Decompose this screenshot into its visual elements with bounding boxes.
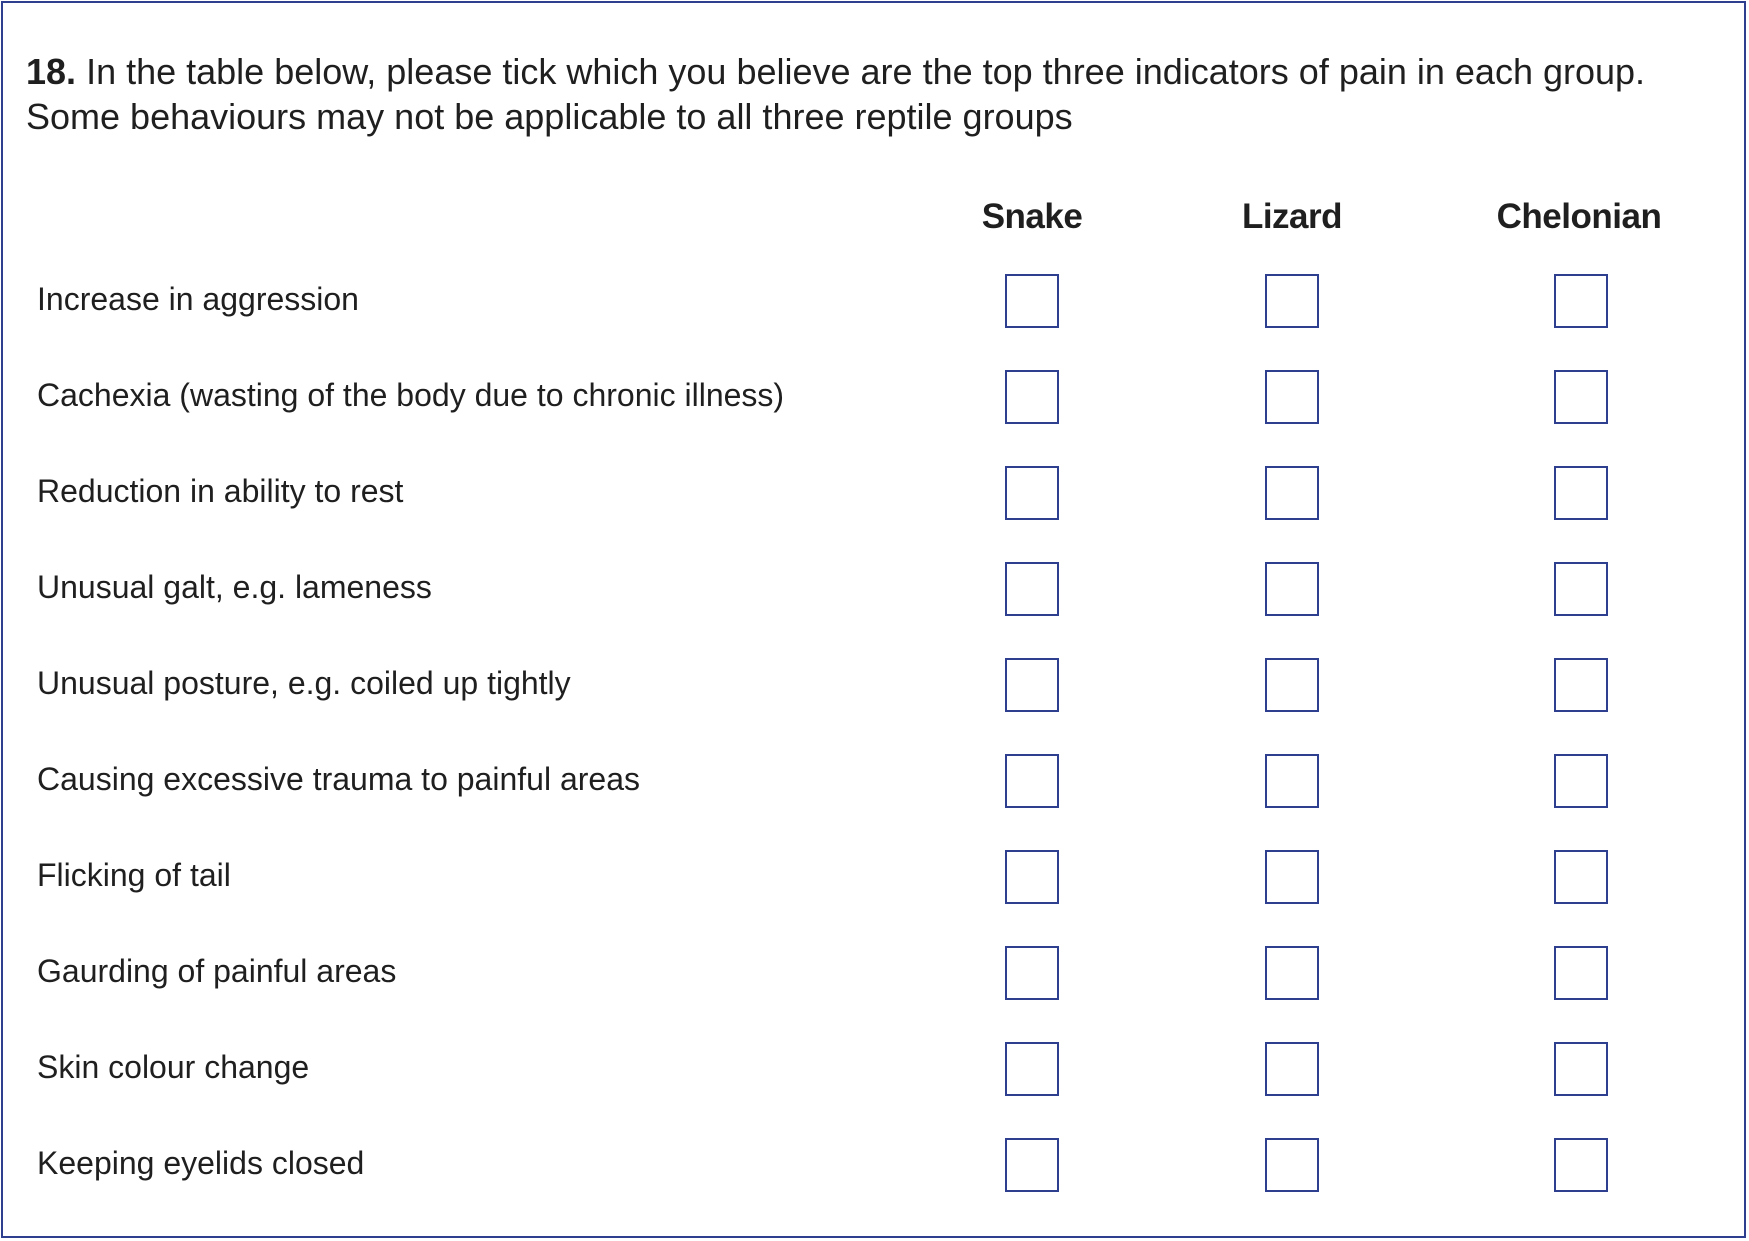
indicator-table [3,3,1744,1236]
table-row [3,444,1744,540]
checkbox-lizard[interactable] [1265,946,1319,1000]
question-line-1: In the table below, please tick which you believe are the top three indicators of pain in each group. [86,51,1646,92]
checkbox-snake[interactable] [1005,466,1059,520]
table-row [3,828,1744,924]
checkbox-chelonian[interactable] [1554,370,1608,424]
checkbox-lizard[interactable] [1265,370,1319,424]
checkbox-snake[interactable] [1005,658,1059,712]
row-label: Skin colour change [37,1049,310,1085]
checkbox-snake[interactable] [1005,1138,1059,1192]
checkbox-lizard[interactable] [1265,466,1319,520]
question-number: 18. [26,51,77,92]
table-row [3,252,1744,348]
checkbox-lizard[interactable] [1265,1138,1319,1192]
checkbox-chelonian[interactable] [1554,562,1608,616]
column-header-snake: Snake [981,197,1083,236]
checkbox-snake[interactable] [1005,370,1059,424]
table-row [3,732,1744,828]
checkbox-lizard[interactable] [1265,562,1319,616]
row-label: Flicking of tail [37,857,231,893]
checkbox-snake[interactable] [1005,946,1059,1000]
row-label: Causing excessive trauma to painful areas [37,761,640,797]
column-header-chelonian: Chelonian [1496,197,1662,236]
checkbox-chelonian[interactable] [1554,1042,1608,1096]
row-label: Keeping eyelids closed [37,1145,365,1181]
question-line-2: Some behaviours may not be applicable to all three reptile groups [26,96,1073,137]
row-label: Unusual galt, e.g. lameness [37,569,432,605]
checkbox-lizard[interactable] [1265,274,1319,328]
row-label: Cachexia (wasting of the body due to chronic illness) [37,377,785,413]
table-row [3,924,1744,1020]
table-row [3,1020,1744,1116]
checkbox-chelonian[interactable] [1554,850,1608,904]
checkbox-lizard[interactable] [1265,1042,1319,1096]
checkbox-snake[interactable] [1005,274,1059,328]
checkbox-chelonian[interactable] [1554,274,1608,328]
checkbox-chelonian[interactable] [1554,466,1608,520]
checkbox-snake[interactable] [1005,754,1059,808]
row-label: Gaurding of painful areas [37,953,397,989]
row-label: Reduction in ability to rest [37,473,404,509]
checkbox-chelonian[interactable] [1554,658,1608,712]
row-label: Unusual posture, e.g. coiled up tightly [37,665,571,701]
checkbox-snake[interactable] [1005,850,1059,904]
checkbox-lizard[interactable] [1265,658,1319,712]
table-row [3,540,1744,636]
checkbox-chelonian[interactable] [1554,1138,1608,1192]
table-row [3,348,1744,444]
table-row [3,636,1744,732]
question-panel [1,1,1746,1238]
column-header-lizard: Lizard [1241,197,1343,236]
table-row [3,1116,1744,1212]
checkbox-lizard[interactable] [1265,754,1319,808]
checkbox-snake[interactable] [1005,562,1059,616]
checkbox-chelonian[interactable] [1554,754,1608,808]
checkbox-chelonian[interactable] [1554,946,1608,1000]
checkbox-lizard[interactable] [1265,850,1319,904]
row-label: Increase in aggression [37,281,359,317]
checkbox-snake[interactable] [1005,1042,1059,1096]
